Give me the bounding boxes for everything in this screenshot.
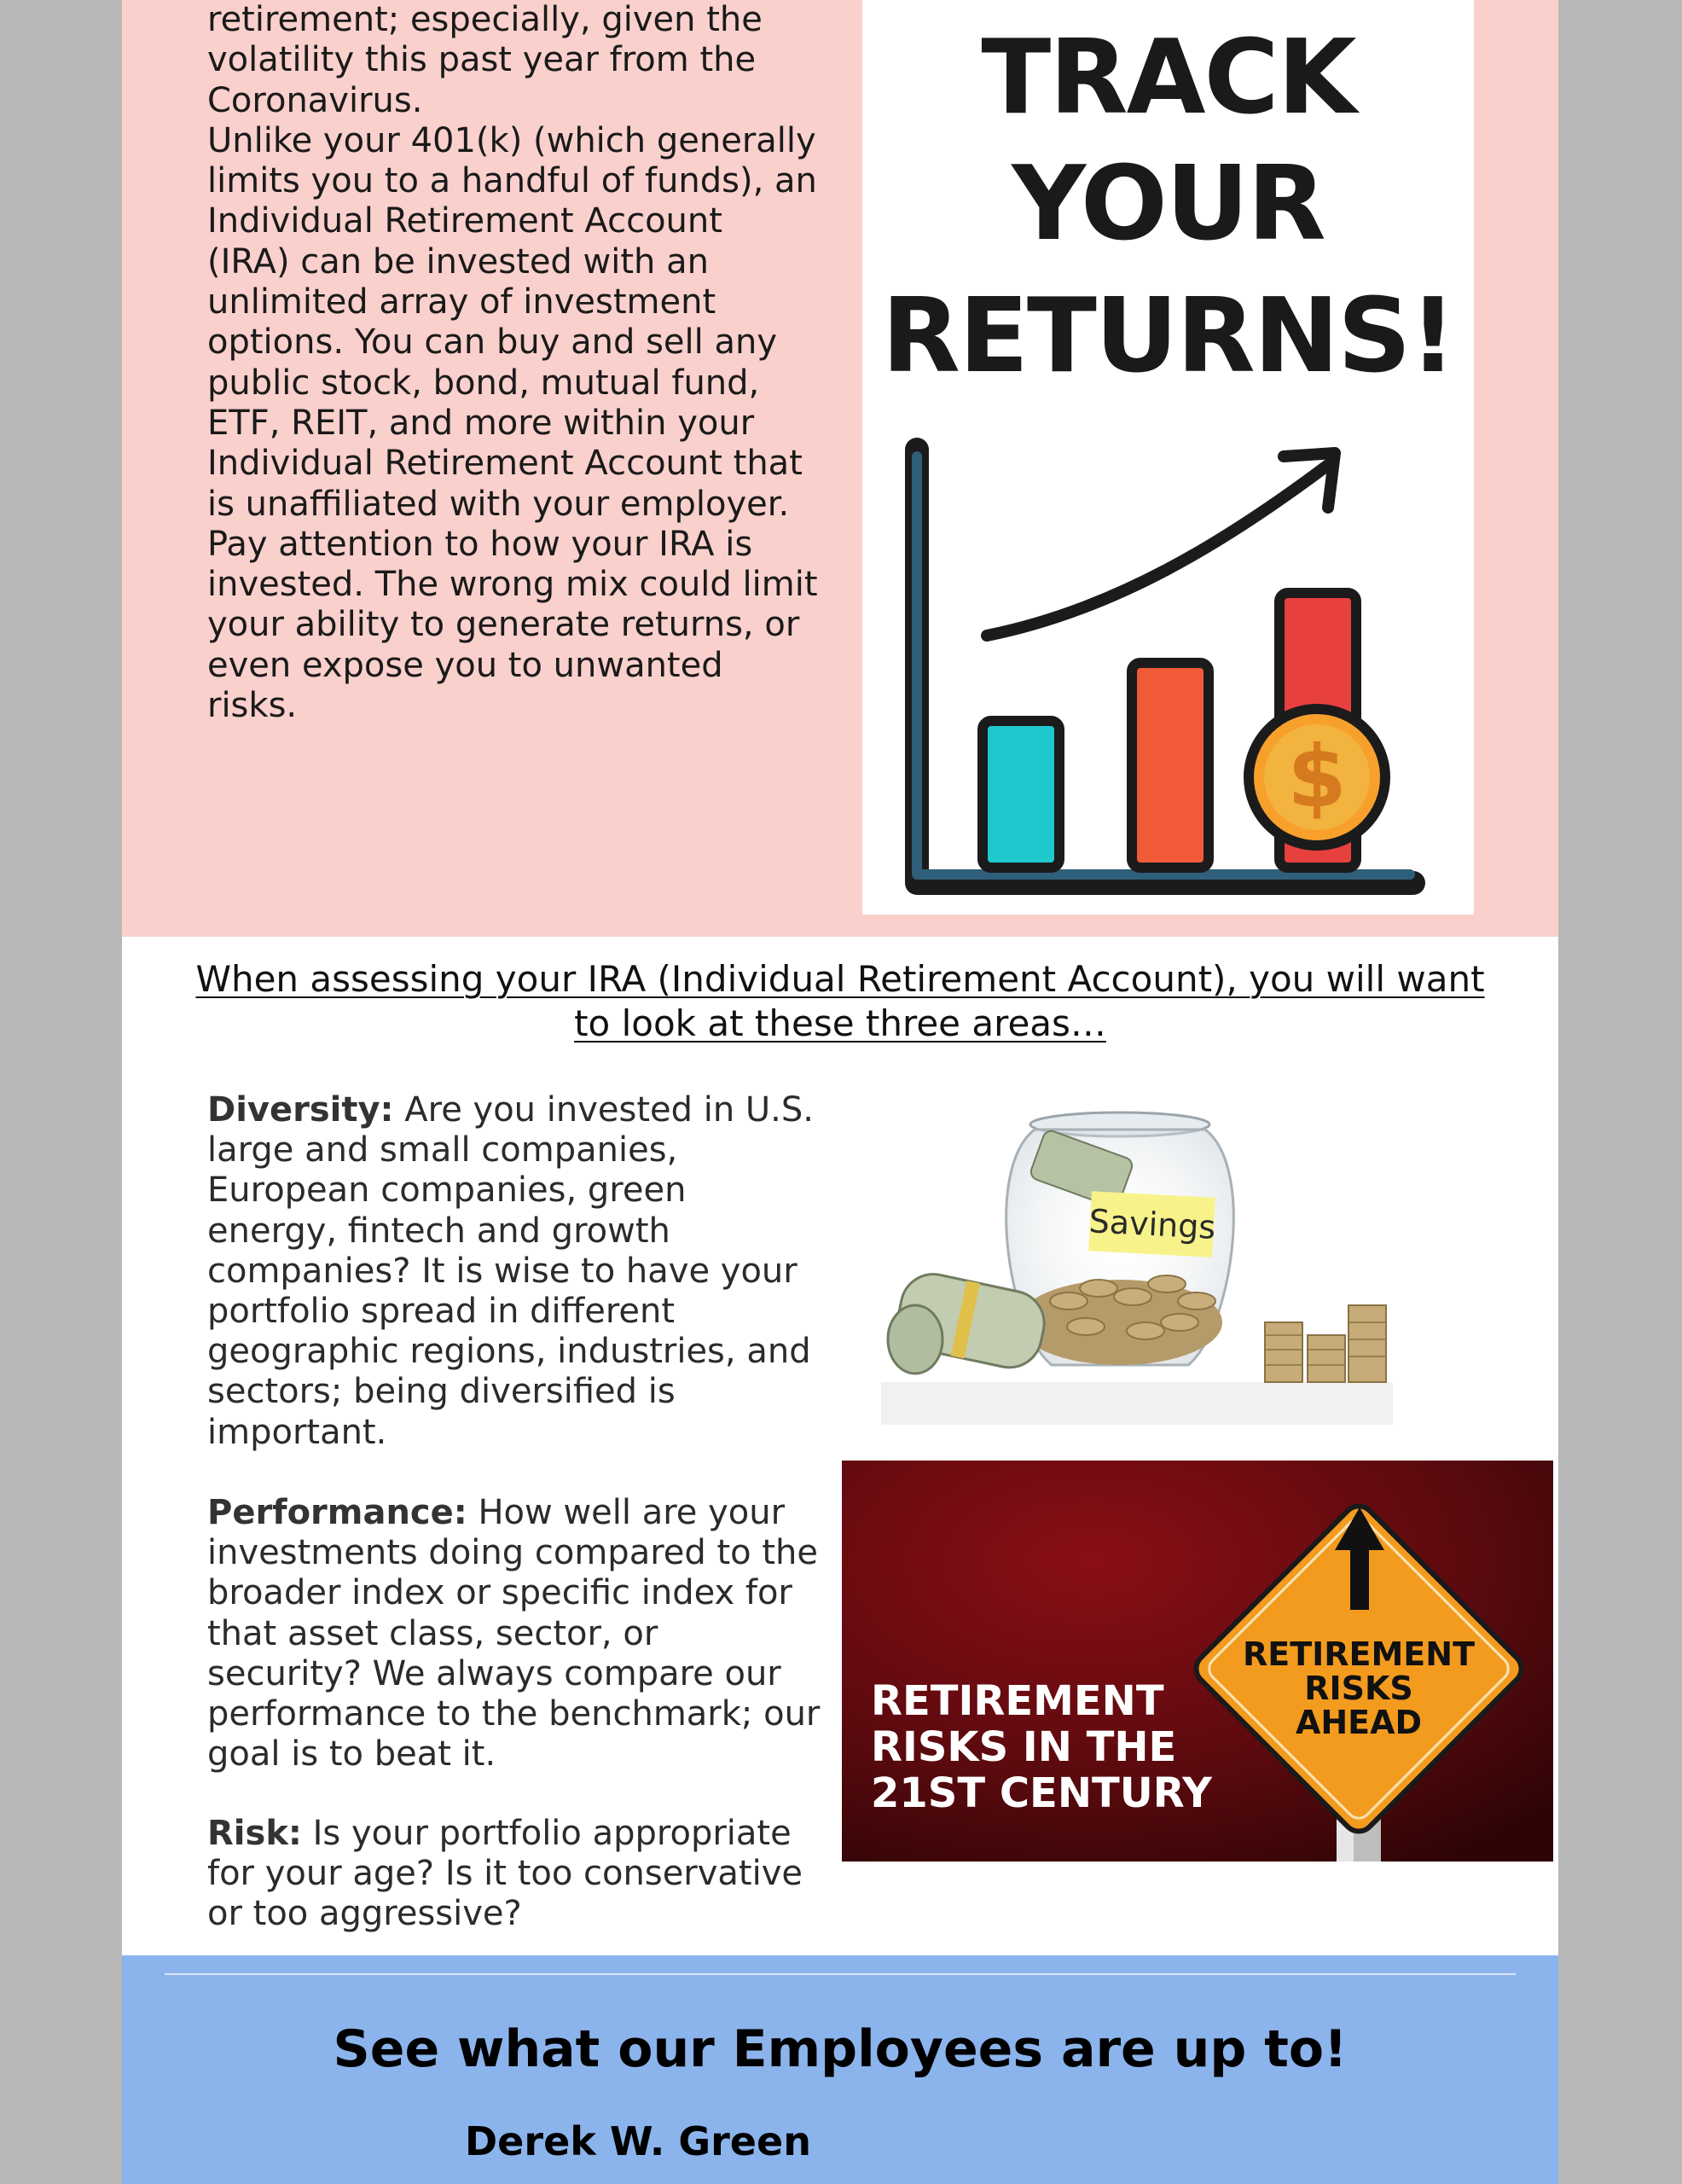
employees-section — [122, 1955, 1558, 2184]
intro-line: even expose you to unwanted — [207, 645, 723, 685]
intro-line: Individual Retirement Account — [207, 201, 722, 241]
retirement-risks-image — [842, 1461, 1553, 1862]
performance-line: investments doing compared to the — [207, 1533, 818, 1573]
sign-text-line: RETIREMENT — [1243, 1635, 1475, 1673]
intro-line: invested. The wrong mix could limit — [207, 565, 818, 605]
intro-line: Unlike your 401(k) (which generally — [207, 120, 816, 160]
employees-title: See what our Employees are up to! — [333, 2019, 1348, 2079]
diversity-line: European companies, green — [207, 1170, 687, 1211]
intro-line: your ability to generate returns, or — [207, 605, 800, 645]
intro-line: limits you to a handful of funds), an — [207, 161, 817, 201]
diversity-line: geographic regions, industries, and — [207, 1332, 811, 1372]
performance-label: Performance: — [207, 1493, 467, 1532]
risk-label: Risk: — [207, 1814, 302, 1853]
sign-text-line: AHEAD — [1295, 1704, 1423, 1741]
track-title-line: TRACK — [981, 19, 1355, 137]
intro-paragraph — [207, 0, 830, 726]
savings-jar-image — [881, 1109, 1393, 1425]
performance-paragraph — [207, 1493, 838, 1774]
risk-line: for your age? Is it too conservative — [207, 1854, 803, 1894]
performance-line: performance to the benchmark; our — [207, 1694, 821, 1734]
intro-line: volatility this past year from the — [207, 40, 757, 80]
intro-line: Individual Retirement Account that — [207, 444, 803, 484]
track-title-line: RETURNS! — [881, 277, 1455, 396]
diversity-line: sectors; being diversified is — [207, 1372, 676, 1412]
track-returns-image — [862, 0, 1474, 915]
savings-label: Savings — [1088, 1202, 1217, 1246]
diversity-line: companies? It is wise to have your — [207, 1251, 798, 1291]
intro-line: ETF, REIT, and more within your — [207, 403, 755, 443]
performance-line: goal is to beat it. — [207, 1734, 496, 1774]
risk-line: or too aggressive? — [207, 1894, 522, 1934]
diversity-paragraph — [207, 1090, 838, 1453]
employee-name: Derek W. Green — [465, 2118, 811, 2164]
risk-paragraph — [207, 1814, 838, 1935]
diversity-line: important. — [207, 1412, 387, 1452]
intro-line: unlimited array of investment — [207, 282, 716, 322]
diversity-line: Are you invested in U.S. — [393, 1090, 815, 1130]
diversity-line: large and small companies, — [207, 1130, 678, 1170]
risks-headline-line: RETIREMENT — [871, 1677, 1164, 1725]
intro-line: is unaffiliated with your employer. — [207, 484, 790, 524]
performance-line: that asset class, sector, or — [207, 1613, 658, 1653]
diversity-label: Diversity: — [207, 1090, 394, 1130]
track-title-line: YOUR — [1012, 145, 1325, 264]
assess-heading: When assessing your IRA (Individual Retirement Account), you will want to look at these three areas… — [195, 958, 1485, 1044]
diversity-line: portfolio spread in different — [207, 1292, 676, 1332]
dollar-sign: $ — [1287, 727, 1347, 827]
risk-line: Is your portfolio appropriate — [301, 1814, 792, 1853]
sign-text-line: RISKS — [1304, 1670, 1413, 1707]
intro-line: options. You can buy and sell any — [207, 322, 778, 363]
risks-headline-line: RISKS IN THE — [871, 1723, 1177, 1771]
intro-line: Pay attention to how your IRA is — [207, 524, 753, 564]
divider — [165, 1973, 1516, 1975]
ira-intro-section — [122, 0, 1558, 937]
intro-line: Coronavirus. — [207, 80, 423, 120]
intro-line: retirement; especially, given the — [207, 0, 763, 39]
performance-line: broader index or specific index for — [207, 1573, 792, 1613]
risks-headline-line: 21ST CENTURY — [871, 1769, 1212, 1817]
diversity-line: energy, fintech and growth — [207, 1211, 670, 1251]
performance-line: How well are your — [467, 1493, 786, 1532]
performance-line: security? We always compare our — [207, 1653, 781, 1693]
intro-line: (IRA) can be invested with an — [207, 241, 709, 282]
intro-line: public stock, bond, mutual fund, — [207, 363, 760, 403]
growth-chart-icon — [902, 431, 1439, 904]
intro-line: risks. — [207, 686, 298, 726]
newsletter-page — [122, 0, 1558, 2184]
